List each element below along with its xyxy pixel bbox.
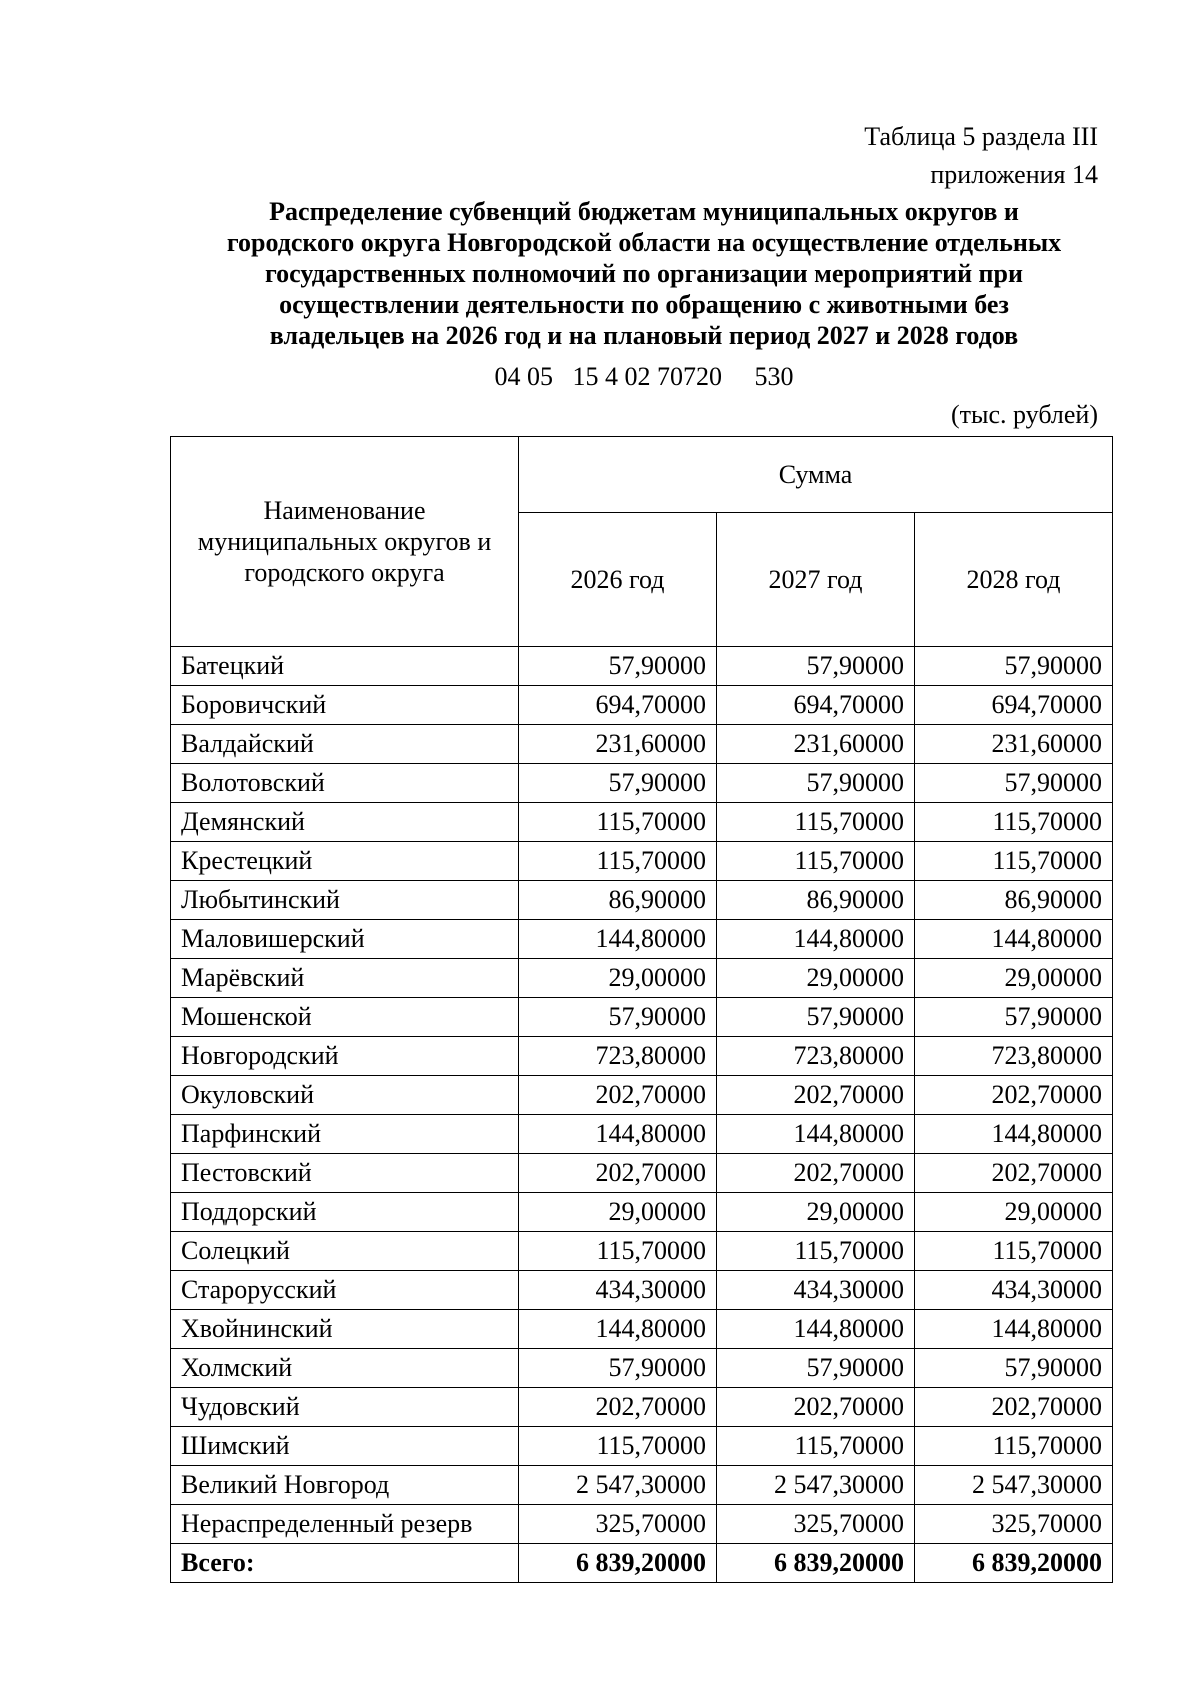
amount-cell: 202,70000 xyxy=(717,1076,915,1115)
table-row xyxy=(171,1349,1113,1388)
district-name: Чудовский xyxy=(171,1388,519,1427)
amount-cell: 144,80000 xyxy=(717,1310,915,1349)
amount-cell: 325,70000 xyxy=(717,1505,915,1544)
table-row xyxy=(171,1232,1113,1271)
amount-cell: 57,90000 xyxy=(519,1349,717,1388)
amount-cell: 115,70000 xyxy=(519,842,717,881)
amount-cell: 202,70000 xyxy=(519,1388,717,1427)
amount-cell: 694,70000 xyxy=(717,686,915,725)
amount-cell: 144,80000 xyxy=(915,920,1113,959)
table-row xyxy=(171,725,1113,764)
amount-cell: 29,00000 xyxy=(519,959,717,998)
amount-cell: 57,90000 xyxy=(717,647,915,686)
amount-cell: 231,60000 xyxy=(915,725,1113,764)
table-row xyxy=(171,881,1113,920)
budget-code: 04 05 15 4 02 70720 530 xyxy=(494,362,794,391)
column-header-sum: Сумма xyxy=(519,437,1113,513)
amount-cell: 57,90000 xyxy=(519,764,717,803)
amount-cell: 6 839,20000 xyxy=(717,1544,915,1583)
district-name: Батецкий xyxy=(171,647,519,686)
amount-cell: 86,90000 xyxy=(519,881,717,920)
amount-cell: 29,00000 xyxy=(717,959,915,998)
district-name: Крестецкий xyxy=(171,842,519,881)
table-row xyxy=(171,1505,1113,1544)
table-row xyxy=(171,686,1113,725)
subvention-table xyxy=(170,436,1113,1583)
document-title xyxy=(170,196,1118,351)
amount-cell: 57,90000 xyxy=(915,1349,1113,1388)
total-label: Всего: xyxy=(171,1544,519,1583)
table-row xyxy=(171,998,1113,1037)
district-name: Шимский xyxy=(171,1427,519,1466)
amount-cell: 231,60000 xyxy=(519,725,717,764)
amount-cell: 202,70000 xyxy=(915,1388,1113,1427)
district-name: Боровичский xyxy=(171,686,519,725)
amount-cell: 57,90000 xyxy=(717,1349,915,1388)
amount-cell: 144,80000 xyxy=(519,920,717,959)
amount-cell: 694,70000 xyxy=(519,686,717,725)
amount-cell: 231,60000 xyxy=(717,725,915,764)
district-name: Новгородский xyxy=(171,1037,519,1076)
amount-cell: 115,70000 xyxy=(717,842,915,881)
amount-cell: 202,70000 xyxy=(519,1154,717,1193)
table-row xyxy=(171,803,1113,842)
amount-cell: 723,80000 xyxy=(519,1037,717,1076)
title-line: осуществлении деятельности по обращению с животными без xyxy=(279,290,1009,319)
amount-cell: 144,80000 xyxy=(519,1310,717,1349)
title-line: Распределение субвенций бюджетам муниципальных округов и xyxy=(269,197,1019,226)
amount-cell: 29,00000 xyxy=(717,1193,915,1232)
district-name: Марёвский xyxy=(171,959,519,998)
amount-cell: 202,70000 xyxy=(915,1076,1113,1115)
amount-cell: 202,70000 xyxy=(519,1076,717,1115)
district-name: Мошенской xyxy=(171,998,519,1037)
amount-cell: 2 547,30000 xyxy=(717,1466,915,1505)
amount-cell: 115,70000 xyxy=(915,1232,1113,1271)
amount-cell: 86,90000 xyxy=(717,881,915,920)
amount-cell: 434,30000 xyxy=(915,1271,1113,1310)
amount-cell: 57,90000 xyxy=(519,998,717,1037)
table-row xyxy=(171,1271,1113,1310)
amount-cell: 115,70000 xyxy=(519,1427,717,1466)
amount-cell: 115,70000 xyxy=(717,1427,915,1466)
column-header-name: Наименование муниципальных округов и городского округа xyxy=(171,437,519,647)
amount-cell: 202,70000 xyxy=(915,1154,1113,1193)
amount-cell: 144,80000 xyxy=(717,1115,915,1154)
amount-cell: 202,70000 xyxy=(717,1388,915,1427)
amount-cell: 6 839,20000 xyxy=(915,1544,1113,1583)
amount-cell: 325,70000 xyxy=(519,1505,717,1544)
total-row xyxy=(171,1544,1113,1583)
appendix-table-ref: Таблица 5 раздела III xyxy=(864,122,1098,151)
amount-cell: 325,70000 xyxy=(915,1505,1113,1544)
amount-cell: 144,80000 xyxy=(519,1115,717,1154)
amount-cell: 115,70000 xyxy=(519,1232,717,1271)
amount-cell: 115,70000 xyxy=(717,803,915,842)
amount-cell: 723,80000 xyxy=(717,1037,915,1076)
amount-cell: 115,70000 xyxy=(915,1427,1113,1466)
amount-cell: 6 839,20000 xyxy=(519,1544,717,1583)
amount-cell: 115,70000 xyxy=(915,803,1113,842)
amount-cell: 2 547,30000 xyxy=(915,1466,1113,1505)
amount-cell: 57,90000 xyxy=(915,647,1113,686)
amount-cell: 434,30000 xyxy=(519,1271,717,1310)
title-line: городского округа Новгородской области на осуществление отдельных xyxy=(226,228,1062,257)
amount-cell: 115,70000 xyxy=(915,842,1113,881)
amount-cell: 57,90000 xyxy=(519,647,717,686)
table-row xyxy=(171,1076,1113,1115)
district-name: Пестовский xyxy=(171,1154,519,1193)
table-row xyxy=(171,1388,1113,1427)
amount-cell: 144,80000 xyxy=(915,1310,1113,1349)
table-row xyxy=(171,1115,1113,1154)
district-name: Демянский xyxy=(171,803,519,842)
district-name: Солецкий xyxy=(171,1232,519,1271)
amount-cell: 29,00000 xyxy=(915,1193,1113,1232)
units-label: (тыс. рублей) xyxy=(950,400,1098,429)
district-name: Парфинский xyxy=(171,1115,519,1154)
amount-cell: 115,70000 xyxy=(717,1232,915,1271)
appendix-ref: приложения 14 xyxy=(930,160,1098,189)
table-row xyxy=(171,1193,1113,1232)
district-name: Окуловский xyxy=(171,1076,519,1115)
title-line: государственных полномочий по организации мероприятий при xyxy=(265,259,1023,288)
amount-cell: 57,90000 xyxy=(717,764,915,803)
table-row xyxy=(171,764,1113,803)
table-row xyxy=(171,959,1113,998)
table-row xyxy=(171,920,1113,959)
title-line: владельцев на 2026 год и на плановый период 2027 и 2028 годов xyxy=(269,321,1019,350)
amount-cell: 202,70000 xyxy=(717,1154,915,1193)
district-name: Старорусский xyxy=(171,1271,519,1310)
amount-cell: 29,00000 xyxy=(915,959,1113,998)
amount-cell: 86,90000 xyxy=(915,881,1113,920)
table-row xyxy=(171,1466,1113,1505)
district-name: Великий Новгород xyxy=(171,1466,519,1505)
table-row xyxy=(171,647,1113,686)
table-row xyxy=(171,1310,1113,1349)
column-header-2026: 2026 год xyxy=(519,513,717,647)
table-row xyxy=(171,1427,1113,1466)
district-name: Нераспределенный резерв xyxy=(171,1505,519,1544)
amount-cell: 115,70000 xyxy=(519,803,717,842)
district-name: Маловишерский xyxy=(171,920,519,959)
column-header-2027: 2027 год xyxy=(717,513,915,647)
district-name: Валдайский xyxy=(171,725,519,764)
amount-cell: 57,90000 xyxy=(915,998,1113,1037)
table-row xyxy=(171,842,1113,881)
amount-cell: 694,70000 xyxy=(915,686,1113,725)
amount-cell: 434,30000 xyxy=(717,1271,915,1310)
district-name: Любытинский xyxy=(171,881,519,920)
district-name: Хвойнинский xyxy=(171,1310,519,1349)
district-name: Холмский xyxy=(171,1349,519,1388)
district-name: Поддорский xyxy=(171,1193,519,1232)
amount-cell: 144,80000 xyxy=(717,920,915,959)
district-name: Волотовский xyxy=(171,764,519,803)
amount-cell: 29,00000 xyxy=(519,1193,717,1232)
amount-cell: 723,80000 xyxy=(915,1037,1113,1076)
amount-cell: 144,80000 xyxy=(915,1115,1113,1154)
amount-cell: 2 547,30000 xyxy=(519,1466,717,1505)
column-header-2028: 2028 год xyxy=(915,513,1113,647)
table-row xyxy=(171,1154,1113,1193)
amount-cell: 57,90000 xyxy=(915,764,1113,803)
amount-cell: 57,90000 xyxy=(717,998,915,1037)
table-row xyxy=(171,1037,1113,1076)
